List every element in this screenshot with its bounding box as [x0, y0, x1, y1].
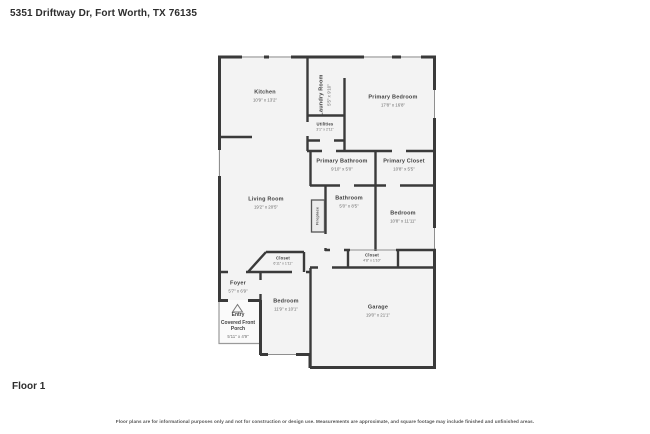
room-dims: 5'5" x 9'10"	[326, 84, 332, 106]
room-name: Bathroom	[335, 195, 363, 202]
room-dims: 10'8" x 5'5"	[393, 166, 415, 172]
room-name: Kitchen	[254, 89, 276, 96]
room-name: Garage	[367, 304, 389, 311]
room-label-laundry	[318, 74, 331, 115]
room-dims: 19'2" x 20'5"	[253, 204, 279, 210]
room-name: Primary Bedroom	[368, 94, 418, 101]
room-name: Bedroom	[273, 298, 299, 305]
room-name: Primary Bathroom	[316, 158, 368, 165]
room-label-foyer	[228, 280, 247, 293]
room-label-primary-bathroom	[316, 158, 367, 171]
floor-label: Floor 1	[12, 381, 46, 392]
room-name: Fireplace	[315, 206, 320, 226]
room-dims: 5'7" x 6'9"	[228, 288, 248, 294]
room-name: Bedroom	[390, 210, 416, 217]
room-label-bedroom-right	[390, 210, 416, 223]
room-dims: 9'10" x 5'0"	[331, 166, 353, 172]
room-label-kitchen	[253, 89, 277, 102]
room-label-living-room	[248, 196, 284, 209]
room-dims: 6'11" x 1'11"	[273, 261, 293, 266]
room-dims: 10'8" x 11'11"	[390, 218, 416, 224]
room-label-bedroom-left	[273, 298, 299, 311]
room-dims: 5'0" x 8'5"	[339, 203, 359, 209]
room-label-bathroom	[335, 195, 363, 208]
page-title: 5351 Driftway Dr, Fort Worth, TX 76135	[10, 8, 198, 19]
room-label-primary-closet	[383, 158, 425, 171]
room-name: Laundry Room	[318, 74, 325, 116]
room-label-closet-left	[273, 256, 292, 267]
room-dims: 5'11" x 4'9"	[227, 333, 249, 339]
room-label-primary-bedroom	[368, 94, 417, 107]
room-label-garage	[366, 304, 390, 317]
room-name: Foyer	[230, 280, 246, 287]
room-name: Closet	[365, 252, 379, 258]
room-dims: 10'9" x 13'2"	[252, 97, 278, 103]
room-label-fireplace	[316, 207, 321, 225]
disclaimer-text: Floor plans are for informational purposes only and not for construction or design use. Measurements are approximate, and square footage may include finished and unfinished areas.	[115, 419, 535, 424]
room-dims: 19'0" x 21'1"	[365, 312, 391, 318]
room-dims: 4'8" x 1'10"	[363, 258, 381, 263]
room-label-closet-right	[363, 253, 381, 264]
entry-label: Entry	[231, 312, 245, 318]
room-dims: 3'1" x 2'11"	[316, 127, 334, 132]
room-dims: 17'8" x 16'8"	[380, 102, 406, 108]
room-name: Living Room	[248, 196, 284, 203]
room-name: Utilities	[316, 121, 334, 127]
room-name: Primary Closet	[383, 158, 425, 165]
entry-porch-label	[220, 312, 256, 339]
room-dims: 11'9" x 10'1"	[274, 306, 298, 312]
room-label-utilities	[316, 122, 333, 133]
room-name: Closet	[276, 255, 290, 261]
room-name: Covered Front Porch	[220, 319, 256, 332]
